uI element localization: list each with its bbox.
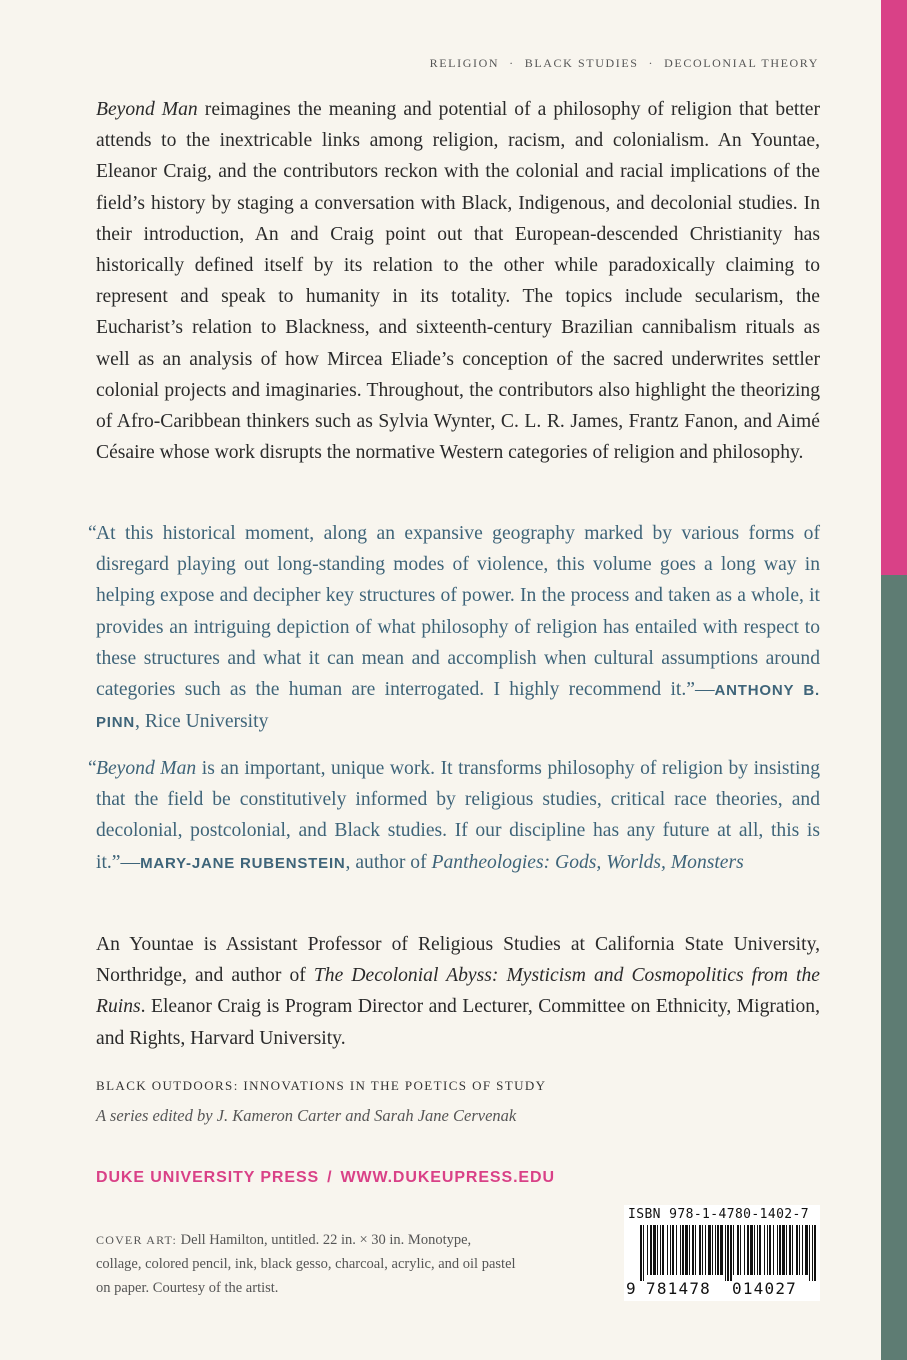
- category-decolonial-theory: DECOLONIAL THEORY: [664, 56, 819, 70]
- publisher-url[interactable]: WWW.DUKEUPRESS.EDU: [340, 1169, 555, 1186]
- blurb-pinn-affiliation: , Rice University: [135, 711, 269, 733]
- description-body: reimagines the meaning and potential of a philosophy of religion that better attends to the inextricable links among religion, racism, and colonialism. An Yountae, Eleanor Craig, and the contributors reckon with the colonial and racial implications of the field’s history by staging a conversation with Black, Indigenous, and decolonial studies. In their introduction, An and Craig point out that European-descended Christianity has historically defined itself by its relation to the other while paradoxically claiming to represent and speak to humanity in its totality. The topics include secularism, the Eucharist’s relation to Blackness, and sixteenth-century Brazilian cannibalism rituals as well as an analysis of how Mircea Eliade’s conception of the sacred underwrites settler colonial projects and imaginaries. Throughout, the contributors also highlight the theorizing of Afro-Caribbean thinkers such as Sylvia Wynter, C. L. R. James, Frantz Fanon, and Aimé Césaire whose work disrupts the normative Western categories of religion and philosophy.: [96, 99, 820, 464]
- series-title: BLACK OUTDOORS: INNOVATIONS IN THE POETICS OF STUDY: [96, 1078, 547, 1093]
- barcode-digits-right: 014027: [732, 1279, 797, 1298]
- blurb-rubenstein-affiliation: , author of: [345, 851, 432, 873]
- blurb-rubenstein-title: Beyond Man: [96, 758, 197, 779]
- publisher-name: DUKE UNIVERSITY PRESS: [96, 1169, 320, 1186]
- category-religion: RELIGION: [429, 56, 500, 70]
- book-title: Beyond Man: [96, 99, 198, 120]
- blurb-rubenstein-open-quote: “: [88, 758, 97, 779]
- book-description: [96, 94, 820, 468]
- blurb-pinn-open-quote: “: [88, 523, 97, 544]
- barcode-digits-left: 781478: [646, 1279, 711, 1298]
- cover-art-credit: [96, 1228, 516, 1300]
- category-black-studies: BLACK STUDIES: [524, 56, 639, 70]
- blurb-rubenstein: [88, 753, 820, 879]
- publisher-line: [96, 1169, 555, 1187]
- editor-bios: [96, 929, 820, 1054]
- series-editors: A series edited by J. Kameron Carter and Sarah Jane Cervenak: [96, 1106, 517, 1125]
- cover-art-text: Dell Hamilton, untitled. 22 in. × 30 in. Monotype, collage, colored pencil, ink, black gesso, charcoal, acrylic, and oil pastel on paper. Courtesy of the artist.: [96, 1232, 516, 1296]
- barcode-bars: [640, 1225, 818, 1281]
- blurb-rubenstein-text: is an important, unique work. It transforms philosophy of religion by insisting that the field be constitutively informed by religious studies, critical race theories, and decolonial, postcolonial, and Black studies. If our discipline has any future at all, this is it.”—: [96, 758, 820, 873]
- blurb-pinn: [88, 518, 821, 738]
- isbn-barcode: [624, 1205, 820, 1301]
- subject-categories: RELIGION · BLACK STUDIES · DECOLONIAL THEORY: [429, 56, 819, 70]
- blurb-pinn-text: At this historical moment, along an expansive geography marked by various forms of disregard playing out long-standing modes of violence, this volume goes a long way in helping expose and decipher key structures of power. In the process and taken as a whole, it provides an intriguing depiction of what philosophy of religion has entailed with respect to these structures and what it can mean and accomplish when cultural assumptions around categories such as the human are interrogated. I highly recommend it.”—: [96, 523, 820, 701]
- cover-art-label: COVER ART:: [96, 1233, 178, 1247]
- spine-stripe-green: [881, 575, 907, 1360]
- barcode-lead-digit: 9: [626, 1279, 636, 1298]
- spine-stripe-pink: [881, 0, 907, 575]
- bio-part2: . Eleanor Craig is Program Director and Lecturer, Committee on Ethnicity, Migration, and Rights, Harvard University.: [96, 996, 820, 1049]
- bio-part1: An Yountae is Assistant Professor of Religious Studies at California State University, Northridge, and author of: [96, 934, 820, 987]
- bio-book-title: The Decolonial Abyss: Mysticism and Cosmopolitics from the Ruins: [96, 965, 820, 1018]
- blurb-rubenstein-author: MARY-JANE RUBENSTEIN: [140, 854, 346, 872]
- blurb-pinn-author: ANTHONY B. PINN: [96, 682, 821, 732]
- blurb-rubenstein-book: Pantheologies: Gods, Worlds, Monsters: [431, 851, 744, 873]
- isbn-number: ISBN 978-1-4780-1402-7: [628, 1207, 809, 1222]
- publisher-separator: /: [327, 1169, 333, 1186]
